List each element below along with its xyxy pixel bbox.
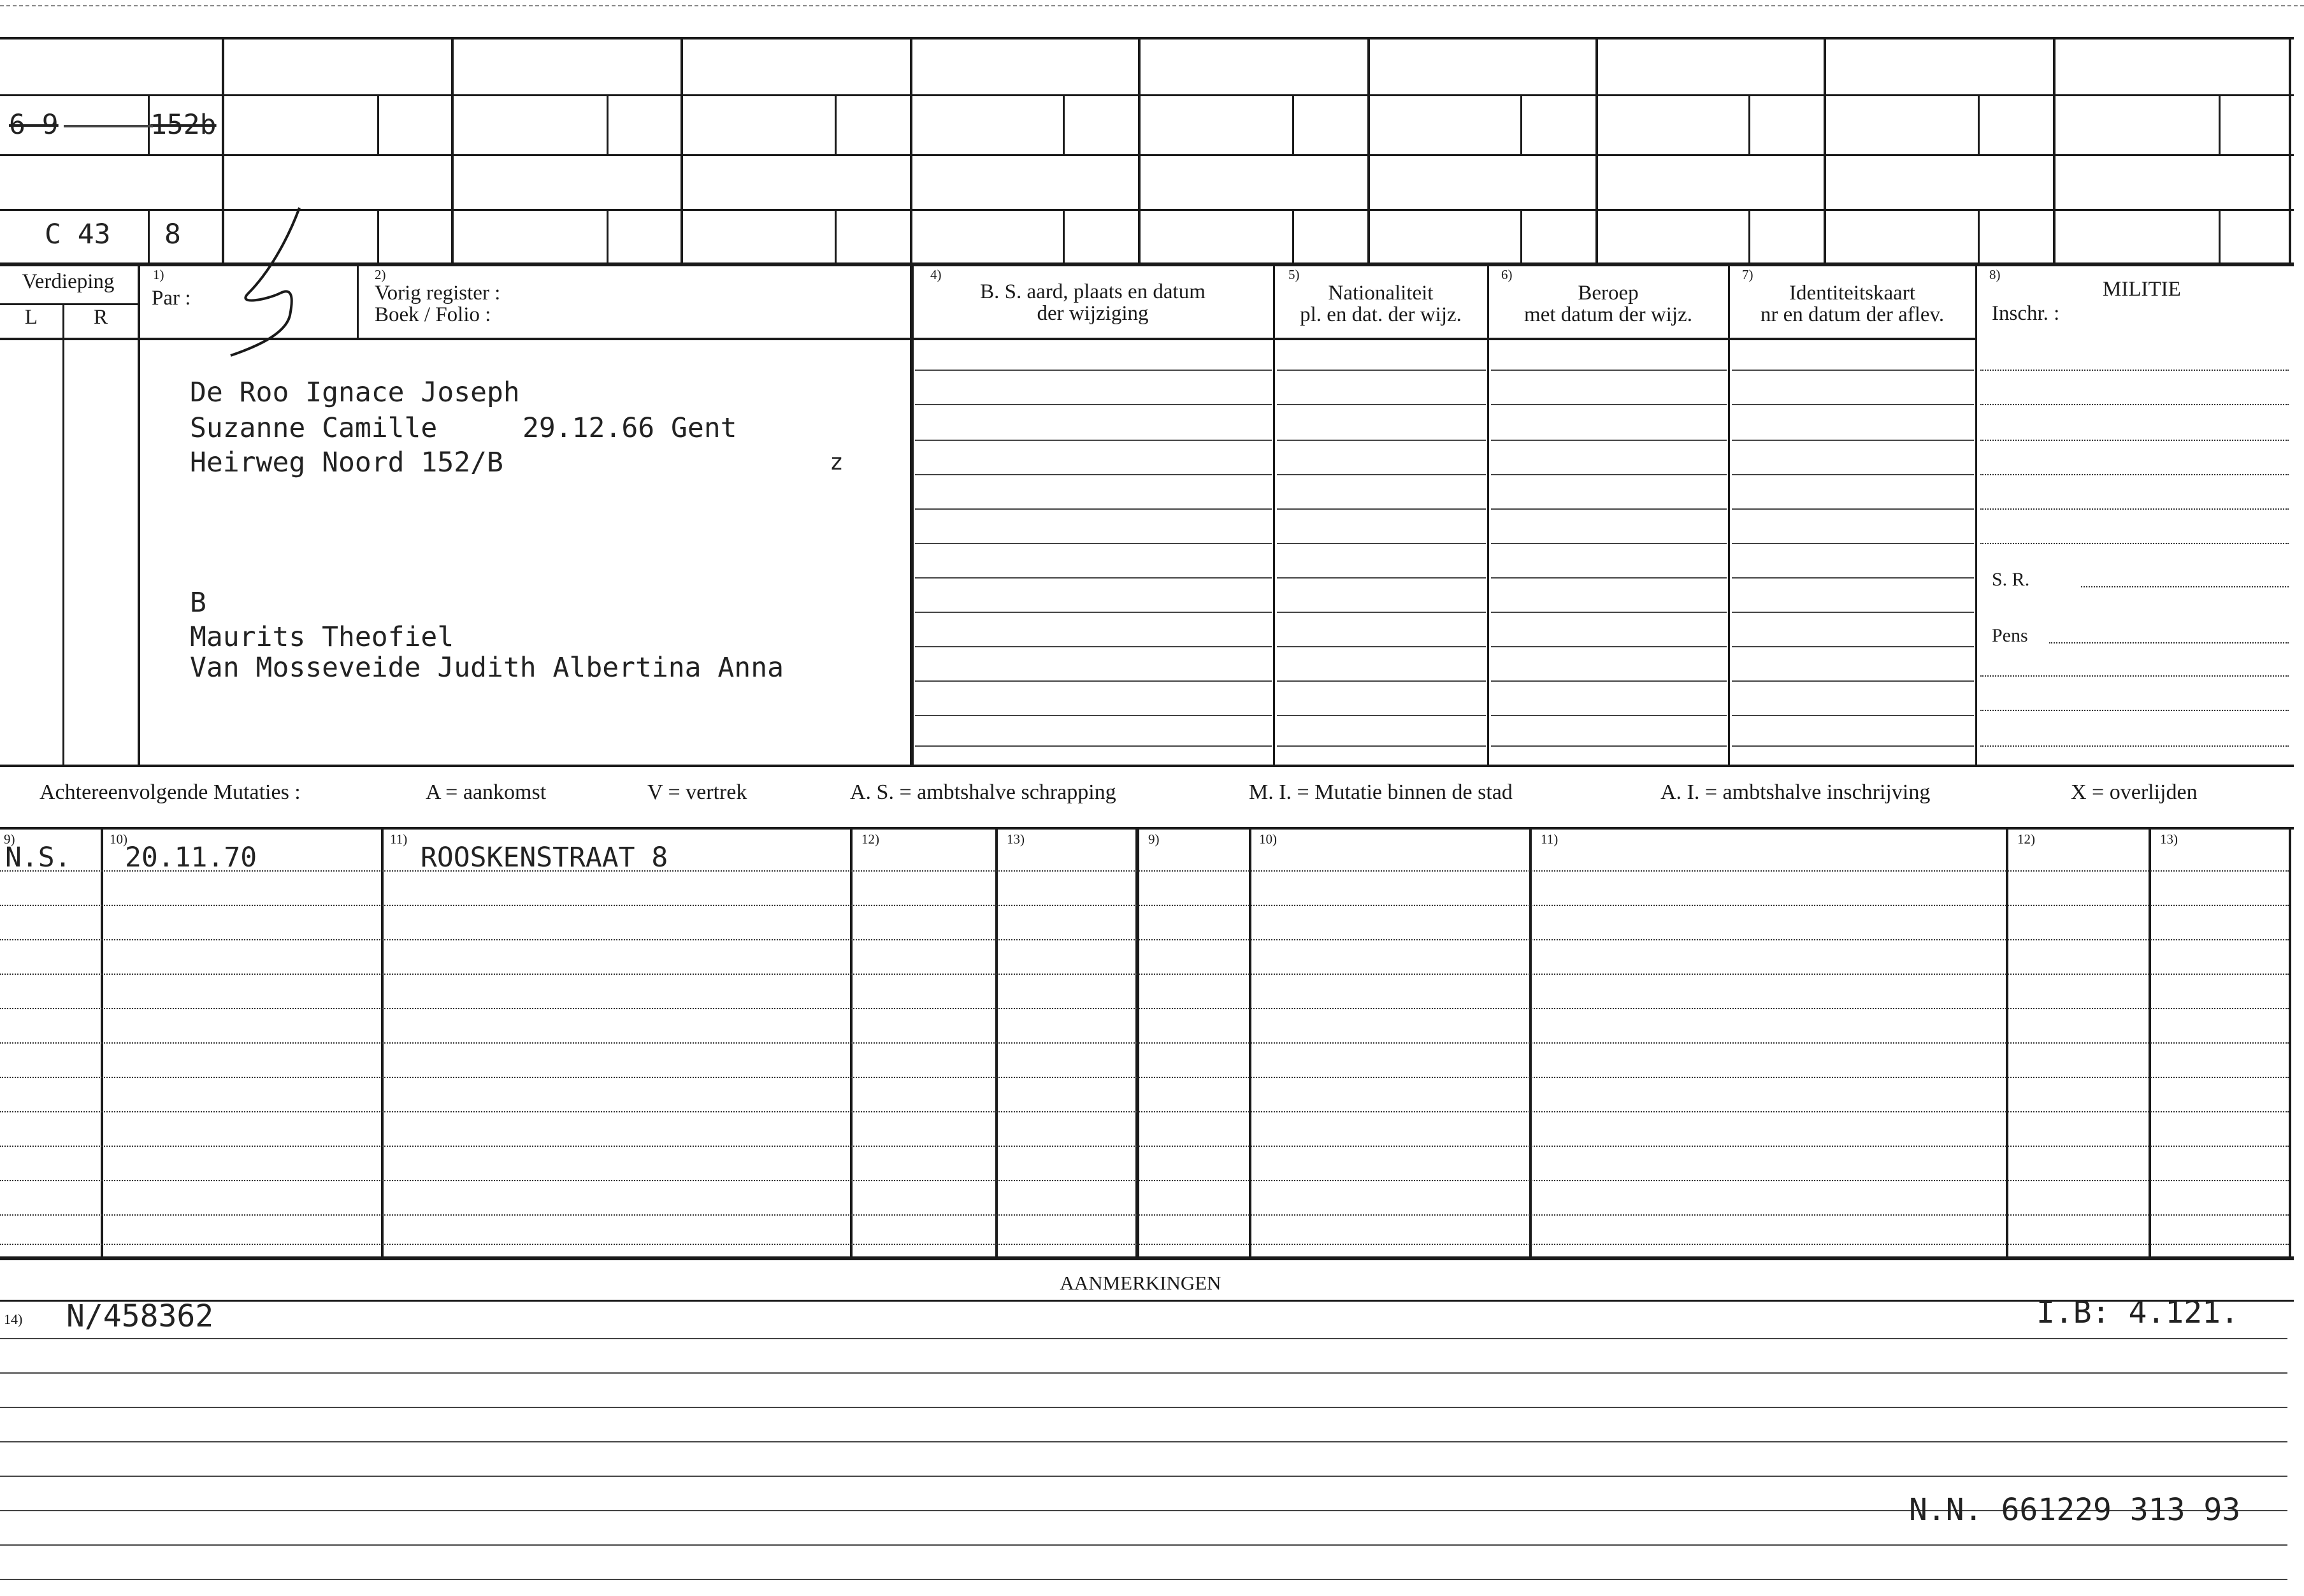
legend-registration: A. I. = ambtshalve inschrijving xyxy=(1660,780,1931,804)
table-top-line xyxy=(0,827,2294,830)
militie-line xyxy=(1980,370,2289,371)
ruled-line xyxy=(1277,440,1486,441)
remarks-title: AANMERKINGEN xyxy=(1060,1272,1221,1294)
grid-line xyxy=(0,37,2294,40)
grid-line xyxy=(0,209,2294,211)
ruled-line xyxy=(1491,474,1727,475)
grid-subdivider xyxy=(835,94,837,154)
ruled-line xyxy=(1732,508,1974,510)
par-num: 1) xyxy=(153,267,164,282)
col-num: 11) xyxy=(390,831,408,847)
column-divider xyxy=(1273,264,1275,765)
col-num: 9) xyxy=(4,831,15,847)
ruled-line xyxy=(1277,612,1486,613)
ruled-line xyxy=(1277,577,1486,579)
writing-line xyxy=(0,870,2289,872)
grid-divider xyxy=(910,37,912,264)
beroep-header-line2: met datum der wijz. xyxy=(1524,303,1692,326)
ruled-line xyxy=(915,715,1272,716)
top-edge-line xyxy=(0,5,2304,6)
ruled-line xyxy=(1277,508,1486,510)
remarks-line xyxy=(0,1441,2287,1442)
grid-subdivider xyxy=(607,209,608,264)
ruled-line xyxy=(1491,715,1727,716)
column-divider xyxy=(357,264,359,338)
grid-subdivider xyxy=(1978,94,1980,154)
grid-divider xyxy=(1824,37,1826,264)
writing-line xyxy=(0,1008,2289,1009)
mark-b: B xyxy=(190,587,206,619)
pen-stroke-mark xyxy=(229,204,331,357)
beroep-num: 6) xyxy=(1501,267,1513,282)
pens-line xyxy=(2049,642,2289,643)
number: 8 xyxy=(164,219,181,250)
ruled-line xyxy=(1277,404,1486,405)
boek-folio-label: Boek / Folio : xyxy=(375,303,491,326)
remarks-line xyxy=(0,1476,2287,1477)
id-num: 7) xyxy=(1742,267,1753,282)
ruled-line xyxy=(1491,508,1727,510)
header-bottom-line xyxy=(0,338,1975,340)
ruled-line xyxy=(915,404,1272,405)
grid-subdivider xyxy=(2219,209,2221,264)
ruled-line xyxy=(1277,646,1486,647)
id-header-line1: Identiteitskaart xyxy=(1789,282,1915,305)
ruled-line xyxy=(1277,370,1486,371)
grid-divider xyxy=(222,37,224,264)
floor-divider xyxy=(62,303,64,765)
vorig-num: 2) xyxy=(375,267,386,282)
writing-line xyxy=(0,1180,2289,1181)
grid-subdivider xyxy=(377,209,379,264)
column-divider xyxy=(1487,264,1489,765)
inschr-label: Inschr. : xyxy=(1992,302,2060,325)
ruled-line xyxy=(1491,646,1727,647)
ruled-line xyxy=(915,440,1272,441)
ruled-line xyxy=(1277,543,1486,544)
mutation-col-divider xyxy=(2289,828,2291,1256)
ruled-line xyxy=(915,612,1272,613)
writing-line xyxy=(0,1244,2289,1245)
grid-subdivider xyxy=(1063,209,1065,264)
strike-line xyxy=(64,125,153,127)
mother-names: Van Mosseveide Judith Albertina Anna xyxy=(190,652,784,684)
ruled-line xyxy=(1491,745,1727,747)
col-num: 9) xyxy=(1148,831,1160,847)
old-code: 6 9 xyxy=(9,109,59,141)
ruled-line xyxy=(1732,370,1974,371)
grid-subdivider xyxy=(148,94,150,154)
sr-line xyxy=(2081,586,2289,587)
grid-subdivider xyxy=(1748,209,1750,264)
ruled-line xyxy=(1732,612,1974,613)
ruled-line xyxy=(915,543,1272,544)
column-divider xyxy=(1975,264,1977,765)
ruled-line xyxy=(1732,404,1974,405)
national-number: N.N. 661229 313 93 xyxy=(1909,1492,2241,1528)
writing-line xyxy=(0,1077,2289,1078)
address-line: Heirweg Noord 152/B xyxy=(190,447,503,478)
column-divider xyxy=(1728,264,1730,765)
column-divider xyxy=(138,264,140,765)
grid-subdivider xyxy=(1748,94,1750,154)
mutation-date: 20.11.70 xyxy=(125,842,257,873)
grid-line xyxy=(0,154,2294,156)
grid-subdivider xyxy=(1978,209,1980,264)
remarks-ib: I.B: 4.121. xyxy=(2036,1295,2239,1330)
right-header: R xyxy=(93,306,108,329)
col-num: 13) xyxy=(2160,831,2178,847)
writing-line xyxy=(0,939,2289,940)
sr-label: S. R. xyxy=(1992,569,2030,590)
writing-line xyxy=(0,1146,2289,1147)
remarks-line xyxy=(0,1407,2287,1408)
grid-divider xyxy=(2053,37,2056,264)
bs-header-line1: B. S. aard, plaats en datum xyxy=(980,280,1206,303)
col-num: 12) xyxy=(861,831,879,847)
remarks-line xyxy=(0,1544,2287,1546)
legend-title: Achtereenvolgende Mutaties : xyxy=(40,780,301,804)
militie-line xyxy=(1980,745,2289,747)
writing-line xyxy=(0,974,2289,975)
militie-header: MILITIE xyxy=(2103,278,2181,301)
grid-subdivider xyxy=(1292,209,1294,264)
code: C 43 xyxy=(45,219,111,250)
col-num: 11) xyxy=(1541,831,1559,847)
col-num: 12) xyxy=(2017,831,2035,847)
left-header: L xyxy=(24,306,38,329)
writing-line xyxy=(0,1214,2289,1216)
grid-subdivider xyxy=(607,94,608,154)
ruled-line xyxy=(1277,474,1486,475)
col-num: 10) xyxy=(110,831,127,847)
ruled-line xyxy=(1491,577,1727,579)
ruled-line xyxy=(915,474,1272,475)
ruled-line xyxy=(915,745,1272,747)
col-num: 13) xyxy=(1007,831,1025,847)
remarks-num: 14) xyxy=(4,1311,23,1327)
ruled-line xyxy=(915,508,1272,510)
ruled-line xyxy=(1491,543,1727,544)
header-line xyxy=(0,303,139,305)
legend-departure: V = vertrek xyxy=(647,780,747,804)
legend-city-mutation: M. I. = Mutatie binnen de stad xyxy=(1249,780,1513,804)
ruled-line xyxy=(1732,646,1974,647)
grid-line xyxy=(0,262,2294,266)
grid-subdivider xyxy=(1063,94,1065,154)
mutation-address: ROOSKENSTRAAT 8 xyxy=(421,842,668,873)
militie-line xyxy=(1980,710,2289,711)
ruled-line xyxy=(1732,474,1974,475)
militie-line xyxy=(1980,675,2289,677)
ruled-line xyxy=(1732,745,1974,747)
grid-divider xyxy=(1138,37,1141,264)
grid-divider xyxy=(1367,37,1370,264)
nat-header-line2: pl. en dat. der wijz. xyxy=(1300,303,1462,326)
mil-num: 8) xyxy=(1989,267,2001,282)
grid-subdivider xyxy=(1520,209,1522,264)
ruled-line xyxy=(1491,680,1727,682)
legend-death: X = overlijden xyxy=(2071,780,2198,804)
remarks-line xyxy=(0,1372,2287,1374)
militie-line xyxy=(1980,404,2289,405)
ruled-line xyxy=(1277,715,1486,716)
ruled-line xyxy=(1277,680,1486,682)
ruled-line xyxy=(915,370,1272,371)
grid-divider xyxy=(2289,37,2291,264)
ruled-line xyxy=(1732,543,1974,544)
par-label: Par : xyxy=(152,287,191,310)
militie-line xyxy=(1980,543,2289,544)
beroep-header-line1: Beroep xyxy=(1578,282,1639,305)
remarks-top-line xyxy=(0,1300,2294,1302)
nat-header-line1: Nationaliteit xyxy=(1328,282,1434,305)
writing-line xyxy=(0,1042,2289,1044)
partner-first-names: Suzanne Camille xyxy=(190,412,438,444)
bs-num: 4) xyxy=(930,267,942,282)
legend-arrival: A = aankomst xyxy=(426,780,547,804)
code-divider xyxy=(148,209,150,264)
ruled-line xyxy=(1732,577,1974,579)
mark-z: z xyxy=(830,449,844,475)
ruled-line xyxy=(1277,745,1486,747)
grid-subdivider xyxy=(835,209,837,264)
remarks-reference: N/458362 xyxy=(66,1298,214,1334)
verdieping-header: Verdieping xyxy=(22,270,115,293)
nat-num: 5) xyxy=(1288,267,1300,282)
vorig-register-label: Vorig register : xyxy=(375,282,501,305)
remarks-line xyxy=(0,1338,2287,1339)
ruled-line xyxy=(1491,370,1727,371)
ruled-line xyxy=(1732,680,1974,682)
ruled-line xyxy=(1732,440,1974,441)
old-number: 152b xyxy=(150,109,217,141)
father-names: Maurits Theofiel xyxy=(190,621,454,653)
grid-divider xyxy=(680,37,683,264)
col-num: 10) xyxy=(1259,831,1277,847)
birth-date-place: 29.12.66 Gent xyxy=(522,412,737,444)
name-line: De Roo Ignace Joseph xyxy=(190,377,520,408)
militie-line xyxy=(1980,474,2289,475)
column-divider xyxy=(910,264,914,765)
ruled-line xyxy=(1491,440,1727,441)
ruled-line xyxy=(1491,404,1727,405)
ruled-line xyxy=(915,577,1272,579)
bs-header-line2: der wijziging xyxy=(1037,302,1149,325)
pens-label: Pens xyxy=(1992,625,2028,646)
grid-divider xyxy=(1595,37,1598,264)
grid-subdivider xyxy=(1292,94,1294,154)
mutation-type: N.S. xyxy=(5,842,71,873)
ruled-line xyxy=(1491,612,1727,613)
grid-subdivider xyxy=(1520,94,1522,154)
grid-divider xyxy=(451,37,454,264)
grid-subdivider xyxy=(2219,94,2221,154)
writing-line xyxy=(0,1111,2289,1112)
id-header-line2: nr en datum der aflev. xyxy=(1760,303,1945,326)
legend-removal: A. S. = ambtshalve schrapping xyxy=(850,780,1116,804)
ruled-line xyxy=(1732,715,1974,716)
grid-subdivider xyxy=(377,94,379,154)
table-bottom-line xyxy=(0,1256,2294,1260)
ruled-line xyxy=(915,680,1272,682)
writing-line xyxy=(0,905,2289,906)
ruled-line xyxy=(915,646,1272,647)
grid-line xyxy=(0,94,2294,96)
militie-line xyxy=(1980,440,2289,441)
militie-line xyxy=(1980,508,2289,510)
section-bottom-line xyxy=(0,765,2294,767)
remarks-line xyxy=(0,1579,2287,1580)
